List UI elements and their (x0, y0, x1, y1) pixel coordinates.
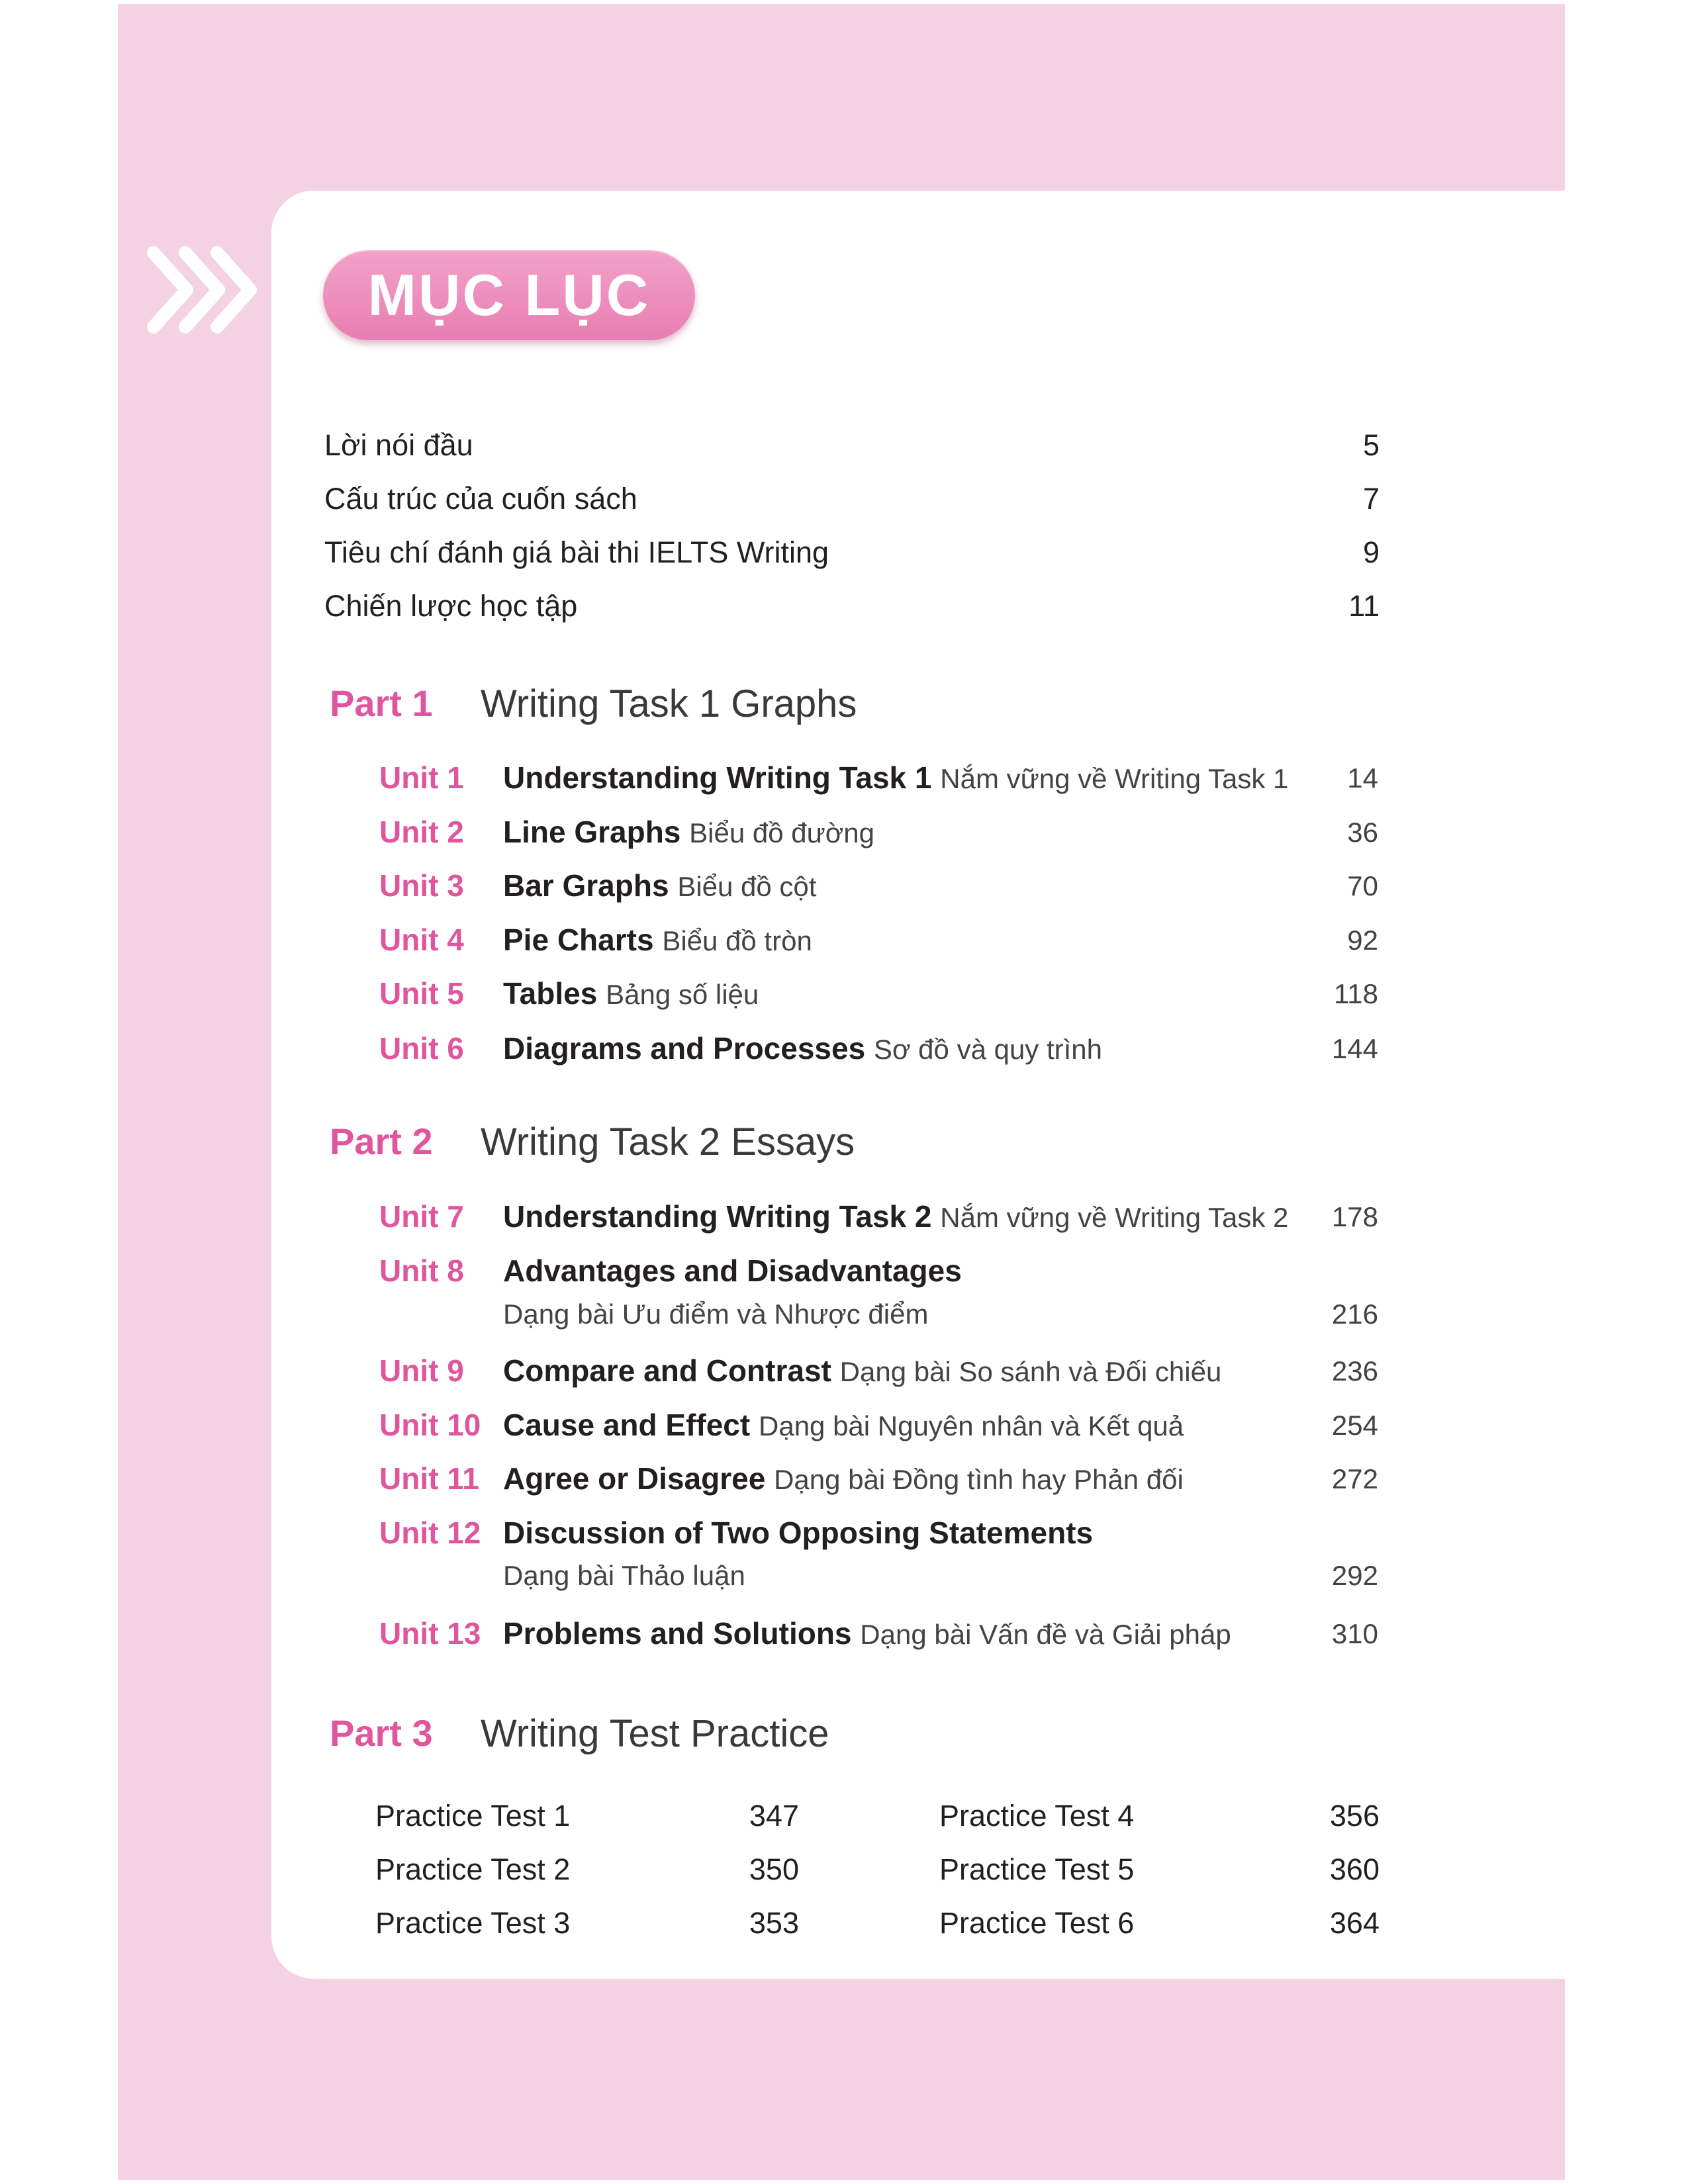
unit-label: Unit 2 (379, 815, 464, 849)
practice-test-page: 356 (1329, 1799, 1380, 1833)
practice-test-page: 360 (1329, 1852, 1380, 1886)
unit-title-en: Tables (503, 976, 598, 1011)
unit-page: 14 (1347, 762, 1378, 794)
practice-test-page: 353 (749, 1906, 799, 1940)
practice-test-label[interactable]: Practice Test 4 (939, 1799, 1135, 1833)
unit-page: 178 (1331, 1201, 1378, 1232)
unit-label: Unit 9 (379, 1353, 464, 1388)
unit-title[interactable] (503, 1461, 1184, 1496)
unit-title-vi: Biểu đồ tròn (662, 925, 812, 956)
unit-label: Unit 1 (379, 760, 464, 795)
unit-page: 70 (1347, 870, 1378, 901)
practice-test-page: 350 (749, 1852, 799, 1886)
unit-title-en: Line Graphs (503, 815, 681, 849)
toc-intro-page: 11 (1348, 589, 1380, 623)
unit-title-en: Understanding Writing Task 2 (503, 1199, 932, 1234)
practice-test-label[interactable]: Practice Test 5 (939, 1852, 1135, 1886)
toc-intro-page: 7 (1362, 482, 1380, 516)
part-label: Part 2 (330, 1120, 433, 1162)
unit-title-vi: Biểu đồ đường (689, 817, 875, 848)
unit-label: Unit 4 (379, 923, 464, 957)
unit-title-vi: Dạng bài Ưu điểm và Nhược điểm (503, 1298, 929, 1330)
unit-page: 144 (1331, 1033, 1378, 1064)
toc-intro-page: 5 (1362, 428, 1380, 462)
unit-title[interactable] (503, 760, 1288, 796)
unit-page: 292 (1331, 1560, 1378, 1591)
unit-label: Unit 10 (379, 1408, 481, 1442)
unit-label: Unit 6 (379, 1031, 464, 1066)
toc-intro-page: 9 (1362, 535, 1380, 569)
unit-title-vi: Dạng bài Nguyên nhân và Kết quả (759, 1410, 1184, 1441)
unit-title-en: Compare and Contrast (503, 1353, 831, 1388)
toc-intro-label[interactable]: Cấu trúc của cuốn sách (324, 482, 637, 516)
chevrons-icon (144, 244, 258, 336)
unit-title-en: Cause and Effect (503, 1408, 751, 1442)
unit-title-en[interactable]: Advantages and Disadvantages (503, 1253, 962, 1288)
unit-page: 310 (1331, 1618, 1378, 1649)
unit-title-vi: Nắm vững về Writing Task 2 (940, 1202, 1289, 1233)
toc-intro-label[interactable]: Lời nói đầu (324, 428, 473, 462)
unit-title-vi: Bảng số liệu (606, 979, 759, 1010)
unit-title-en: Agree or Disagree (503, 1461, 766, 1496)
practice-test-page: 347 (749, 1799, 799, 1833)
unit-title[interactable] (503, 1199, 1288, 1234)
unit-title[interactable] (503, 1030, 1102, 1066)
unit-title-vi: Dạng bài Thảo luận (503, 1560, 745, 1591)
unit-label: Unit 3 (379, 868, 464, 903)
unit-title-vi: Sơ đồ và quy trình (873, 1034, 1103, 1065)
part-title[interactable]: Writing Test Practice (481, 1712, 829, 1755)
unit-title-vi: Biểu đồ cột (677, 871, 817, 902)
unit-title-vi: Dạng bài Đồng tình hay Phản đối (774, 1464, 1184, 1495)
unit-page: 36 (1347, 817, 1378, 848)
unit-page: 272 (1331, 1463, 1378, 1494)
unit-title-en: Pie Charts (503, 923, 654, 957)
unit-title[interactable] (503, 1615, 1231, 1651)
unit-page: 236 (1331, 1355, 1378, 1387)
practice-test-label[interactable]: Practice Test 6 (939, 1906, 1135, 1940)
practice-test-label[interactable]: Practice Test 1 (375, 1799, 571, 1833)
toc-intro-label[interactable]: Tiêu chí đánh giá bài thi IELTS Writing (324, 535, 829, 569)
unit-label: Unit 11 (379, 1461, 479, 1496)
unit-title[interactable] (503, 868, 816, 903)
part-label: Part 3 (330, 1712, 433, 1754)
unit-title[interactable] (503, 1407, 1184, 1443)
unit-title-vi: Dạng bài Vấn đề và Giải pháp (860, 1619, 1231, 1650)
unit-title[interactable] (503, 1353, 1221, 1388)
unit-title-en[interactable]: Discussion of Two Opposing Statements (503, 1516, 1094, 1550)
unit-title-en: Bar Graphs (503, 868, 669, 903)
unit-label: Unit 8 (379, 1253, 464, 1288)
practice-test-label[interactable]: Practice Test 2 (375, 1852, 571, 1886)
unit-page: 216 (1331, 1298, 1378, 1330)
unit-title[interactable] (503, 976, 759, 1011)
unit-title-en: Problems and Solutions (503, 1616, 852, 1651)
unit-page: 92 (1347, 925, 1378, 956)
unit-label: Unit 7 (379, 1199, 464, 1234)
unit-page: 118 (1334, 978, 1378, 1009)
page-title: MỤC LỤC (323, 250, 695, 340)
unit-title-vi: Nắm vững về Writing Task 1 (940, 763, 1289, 794)
unit-title-vi: Dạng bài So sánh và Đối chiếu (839, 1356, 1222, 1387)
practice-test-page: 364 (1329, 1906, 1380, 1940)
unit-page: 254 (1331, 1410, 1378, 1441)
unit-label: Unit 12 (379, 1516, 481, 1550)
unit-title-en: Understanding Writing Task 1 (503, 760, 932, 795)
unit-title[interactable] (503, 814, 874, 850)
practice-test-label[interactable]: Practice Test 3 (375, 1906, 571, 1940)
part-label: Part 1 (330, 682, 433, 724)
unit-label: Unit 13 (379, 1616, 481, 1651)
part-title[interactable]: Writing Task 2 Essays (481, 1120, 855, 1163)
part-title[interactable]: Writing Task 1 Graphs (481, 682, 857, 725)
unit-label: Unit 5 (379, 976, 464, 1011)
unit-title[interactable] (503, 922, 812, 958)
toc-intro-label[interactable]: Chiến lược học tập (324, 589, 578, 623)
unit-title-en: Diagrams and Processes (503, 1031, 866, 1066)
